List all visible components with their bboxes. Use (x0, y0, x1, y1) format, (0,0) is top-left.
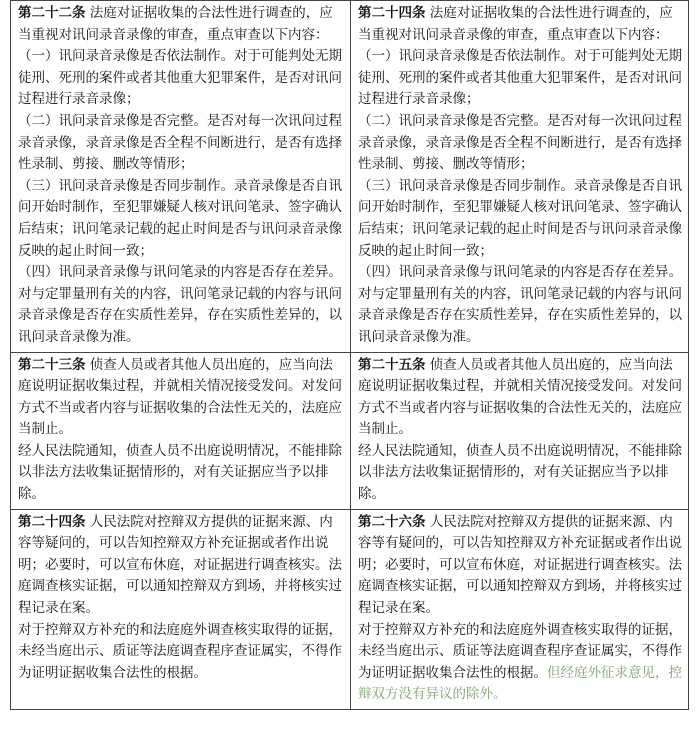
paragraph-text: 对于控辩双方补充的和法庭庭外调查核实取得的证据，未经当庭出示、质证等法庭调查程序查证属实，不得作为证明证据收集合法性的根据。 (358, 621, 682, 681)
paragraph: 经人民法院通知，侦查人员不出庭说明情况，不能排除以非法方法收集证据情形的，对有关证据应当予以排除。 (358, 442, 682, 503)
paragraph-text: 侦查人员或者其他人员出庭的，应当向法庭说明证据收集过程，并就相关情况接受发问。对发问方式不当或者内容与证据收集的合法性无关的，法庭应当制止。 (18, 356, 342, 438)
paragraph: （四）讯问录音录像与讯问笔录的内容是否存在差异。对与定罪量刑有关的内容，讯问笔录记载的内容与讯问录音录像是否存在实质性差异，存在实质性差异的，以讯问录音录像为准。 (358, 264, 682, 345)
paragraph (358, 355, 683, 441)
table-row (11, 352, 689, 509)
paragraph: 经人民法院通知，侦查人员不出庭说明情况，不能排除以非法方法收集证据情形的，对有关证据应当予以排除。 (18, 442, 342, 503)
paragraph: （四）讯问录音录像与讯问笔录的内容是否存在差异。对与定罪量刑有关的内容，讯问笔录记载的内容与讯问录音录像是否存在实质性差异，存在实质性差异的，以讯问录音录像为准。 (18, 264, 342, 345)
right-cell-article-25 (351, 352, 689, 509)
paragraph (18, 3, 345, 46)
right-cell-article-24 (351, 1, 689, 353)
right-cell-article-26 (351, 509, 689, 709)
paragraph-text: 侦查人员或者其他人员出庭的，应当向法庭说明证据收集过程，并就相关情况接受发问。对发问方式不当或者内容与证据收集的合法性无关的，法庭应当制止。 (358, 356, 682, 438)
paragraph (18, 355, 345, 441)
paragraph: （一）讯问录音录像是否依法制作。对于可能判处无期徒刑、死刑的案件或者其他重大犯罪案件，是否对讯问过程进行录音录像； (358, 48, 682, 108)
paragraph: （二）讯问录音录像是否完整。是否对每一次讯问过程录音录像，录音录像是否全程不间断进行，是否有选择性录制、剪接、删改等情形； (18, 112, 342, 173)
article-number: 第二十六条 (358, 513, 426, 530)
left-cell-article-23 (11, 352, 351, 509)
table-row (11, 1, 689, 353)
article-number: 第二十二条 (18, 5, 86, 21)
comparison-table (10, 0, 689, 710)
paragraph: （一）讯问录音录像是否依法制作。对于可能判处无期徒刑、死刑的案件或者其他重大犯罪案件，是否对讯问过程进行录音录像； (18, 48, 342, 108)
article-number: 第二十三条 (18, 356, 86, 373)
paragraph (358, 3, 683, 46)
paragraph (358, 620, 683, 706)
paragraph: （三）讯问录音录像是否同步制作。录音录像是否自讯问开始时制作，至犯罪嫌疑人核对讯问笔录、签字确认后结束；讯问笔录记载的起止时间是否与讯问录音录像反映的起止时间一致； (358, 177, 682, 259)
paragraph (358, 512, 683, 620)
paragraph-text: 法庭对证据收集的合法性进行调查的，应当重视对讯问录音录像的审查，重点审查以下内容： (358, 5, 673, 43)
table-row (11, 509, 689, 709)
article-number: 第二十四条 (358, 5, 426, 21)
article-number: 第二十四条 (18, 513, 86, 530)
paragraph (18, 512, 345, 620)
paragraph: （二）讯问录音录像是否完整。是否对每一次讯问过程录音录像，录音录像是否全程不间断进行，是否有选择性录制、剪接、删改等情形； (358, 112, 682, 173)
left-cell-article-22 (11, 1, 351, 353)
paragraph-text: 人民法院对控辩双方提供的证据来源、内容等有疑问的，可以告知控辩双方补充证据或者作出说明；必要时，可以宣布休庭，对证据进行调查核实。法庭调查核实证据，可以通知控辩双方到场，并将核实过程记录在案。 (358, 513, 682, 617)
paragraph-text: 人民法院对控辩双方提供的证据来源、内容等疑问的，可以告知控辩双方补充证据或者作出说明；必要时，可以宣布休庭，对证据进行调查核实。法庭调查核实证据，可以通知控辩双方到场，并将核实过程记录在案。 (18, 513, 342, 617)
article-number: 第二十五条 (358, 356, 426, 373)
paragraph: （三）讯问录音录像是否同步制作。录音录像是否自讯问开始时制作，至犯罪嫌疑人核对讯问笔录、签字确认后结束；讯问笔录记载的起止时间是否与讯问录音录像反映的起止时间一致； (18, 177, 342, 259)
paragraph-text: 法庭对证据收集的合法性进行调查的，应当重视对讯问录音录像的审查，重点审查以下内容： (18, 5, 333, 43)
paragraph: 对于控辩双方补充的和法庭庭外调查核实取得的证据，未经当庭出示、质证等法庭调查程序查证属实，不得作为证明证据收集合法性的根据。 (18, 621, 342, 681)
left-cell-article-24 (11, 509, 351, 709)
added-text: 但经庭外征求意见，控辩双方没有异议的除外。 (358, 664, 682, 703)
